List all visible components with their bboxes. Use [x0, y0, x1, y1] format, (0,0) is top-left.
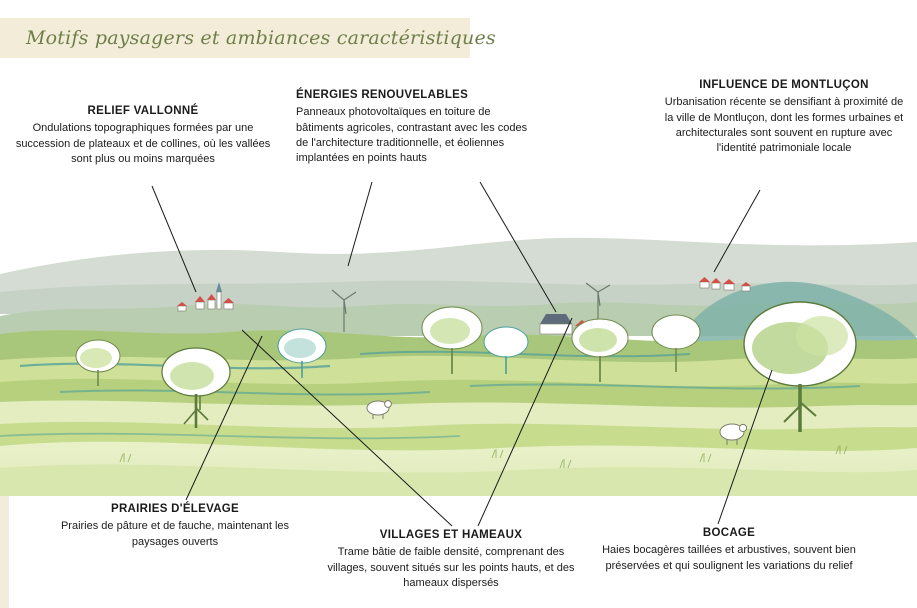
callout-prairies-body: Prairies de pâture et de fauche, maintenant les paysages ouverts	[60, 520, 290, 548]
callout-energies-title: ÉNERGIES RENOUVELABLES	[296, 89, 469, 101]
page-title: Motifs paysagers et ambiances caractéristiques	[26, 27, 496, 49]
landscape-illustration	[0, 196, 917, 496]
callout-relief-body: Ondulations topographiques formées par une succession de plateaux et de collines, où les vallées sont plus ou moins marquées	[15, 122, 271, 165]
callout-prairies-title: PRAIRIES D'ÉLEVAGE	[110, 503, 240, 515]
callout-montlucon-body: Urbanisation récente se densifiant à proximité de la ville de Montluçon, dont les formes urbaines et architecturales sont souvent en rupture avec l'identité patrimoniale locale	[664, 96, 904, 154]
callout-montlucon-title: INFLUENCE DE MONTLUÇON	[699, 79, 869, 91]
callout-bocage-title: BOCAGE	[702, 527, 756, 539]
title-banner	[0, 18, 496, 58]
callout-relief	[8, 104, 278, 167]
callout-bocage-body: Haies bocagères taillées et arbustives, souvent bien préservées et qui soulignent les variations du relief	[602, 544, 856, 572]
callout-relief-title: RELIEF VALLONNÉ	[87, 105, 199, 117]
callout-montlucon	[660, 78, 908, 156]
callout-villages-body: Trame bâtie de faible densité, comprenant des villages, souvent situés sur les points hauts, et des hameaux dispersés	[327, 546, 575, 589]
callout-villages-title: VILLAGES ET HAMEAUX	[379, 529, 523, 541]
callout-prairies	[60, 502, 290, 550]
callout-villages	[322, 528, 580, 591]
callout-energies-body: Panneaux photovoltaïques en toiture de bâtiments agricoles, contrastant avec les codes de l'architecture traditionnelle, et éoliennes implantées en points hauts	[296, 106, 528, 164]
callout-energies	[296, 88, 536, 166]
callout-bocage	[596, 526, 862, 574]
